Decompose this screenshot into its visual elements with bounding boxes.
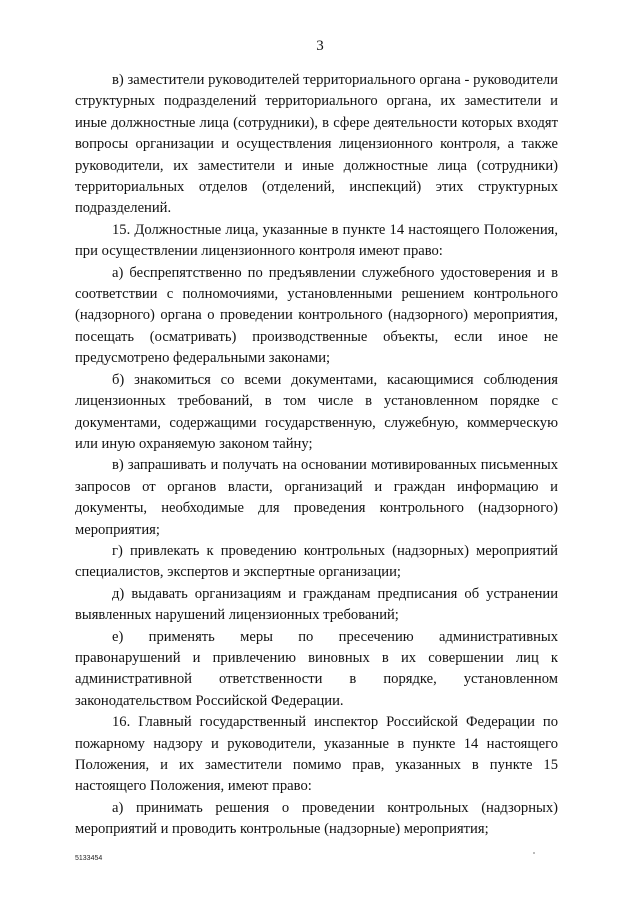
paragraph-item-v-requests: в) запрашивать и получать на основании мотивированных письменных запросов от органов власти, организаций и граждан информацию и документы, необходимые для проведения контрольного (надзорного) мероприятия; (75, 457, 558, 538)
paragraph-item-e-measures: е) применять меры по пресечению административных правонарушений и привлечению виновных в их совершении лиц к административной ответственности в порядке, установленном законодательством Российской Федерации. (75, 628, 558, 709)
paragraph-item-d-orders: д) выдавать организациям и гражданам предписания об устранении выявленных нарушений лицензионных требований; (75, 585, 558, 624)
document-body (75, 70, 558, 841)
paragraph-item-g-experts: г) привлекать к проведению контрольных (надзорных) мероприятий специалистов, экспертов и экспертные организации; (75, 542, 558, 581)
scan-mark (533, 852, 535, 854)
paragraph-clause-16: 16. Главный государственный инспектор Российской Федерации по пожарному надзору и руководители, указанные в пункте 14 настоящего Положения, и их заместители помимо прав, указанных в пункте 15 настоящего Положения, имеют право: (75, 714, 558, 795)
paragraph-clause-15: 15. Должностные лица, указанные в пункте 14 настоящего Положения, при осуществлении лицензионного контроля имеют право: (75, 221, 558, 260)
document-code: 5133454 (75, 855, 103, 862)
paragraph-item-v-deputies: в) заместители руководителей территориального органа - руководители структурных подразделений территориального органа, их заместители и иные должностные лица (сотрудники), в сфере деятельности которых входят вопросы организации и осуществления лицензионного контроля, а также руководители, их заместители и иные должностные лица (сотрудники) территориальных отделов (отделений, инспекций) этих структурных подразделений. (75, 72, 558, 217)
page-number: 3 (316, 38, 324, 54)
paragraph-item-a-visit-objects: а) беспрепятственно по предъявлении служебного удостоверения и в соответствии с полномочиями, установленными решением контрольного (надзорного) органа о проведении контрольного (надзорного) мероприятия, посещать (осматривать) производственные объекты, если иное не предусмотрено федеральными законами; (75, 264, 558, 367)
paragraph-item-a-decisions: а) принимать решения о проведении контрольных (надзорных) мероприятий и проводить контрольные (надзорные) мероприятия; (75, 799, 558, 838)
paragraph-item-b-documents: б) знакомиться со всеми документами, касающимися соблюдения лицензионных требований, в том числе в установленном порядке с документами, содержащими государственную, служебную, коммерческую или иную охраняемую законом тайну; (75, 371, 558, 452)
